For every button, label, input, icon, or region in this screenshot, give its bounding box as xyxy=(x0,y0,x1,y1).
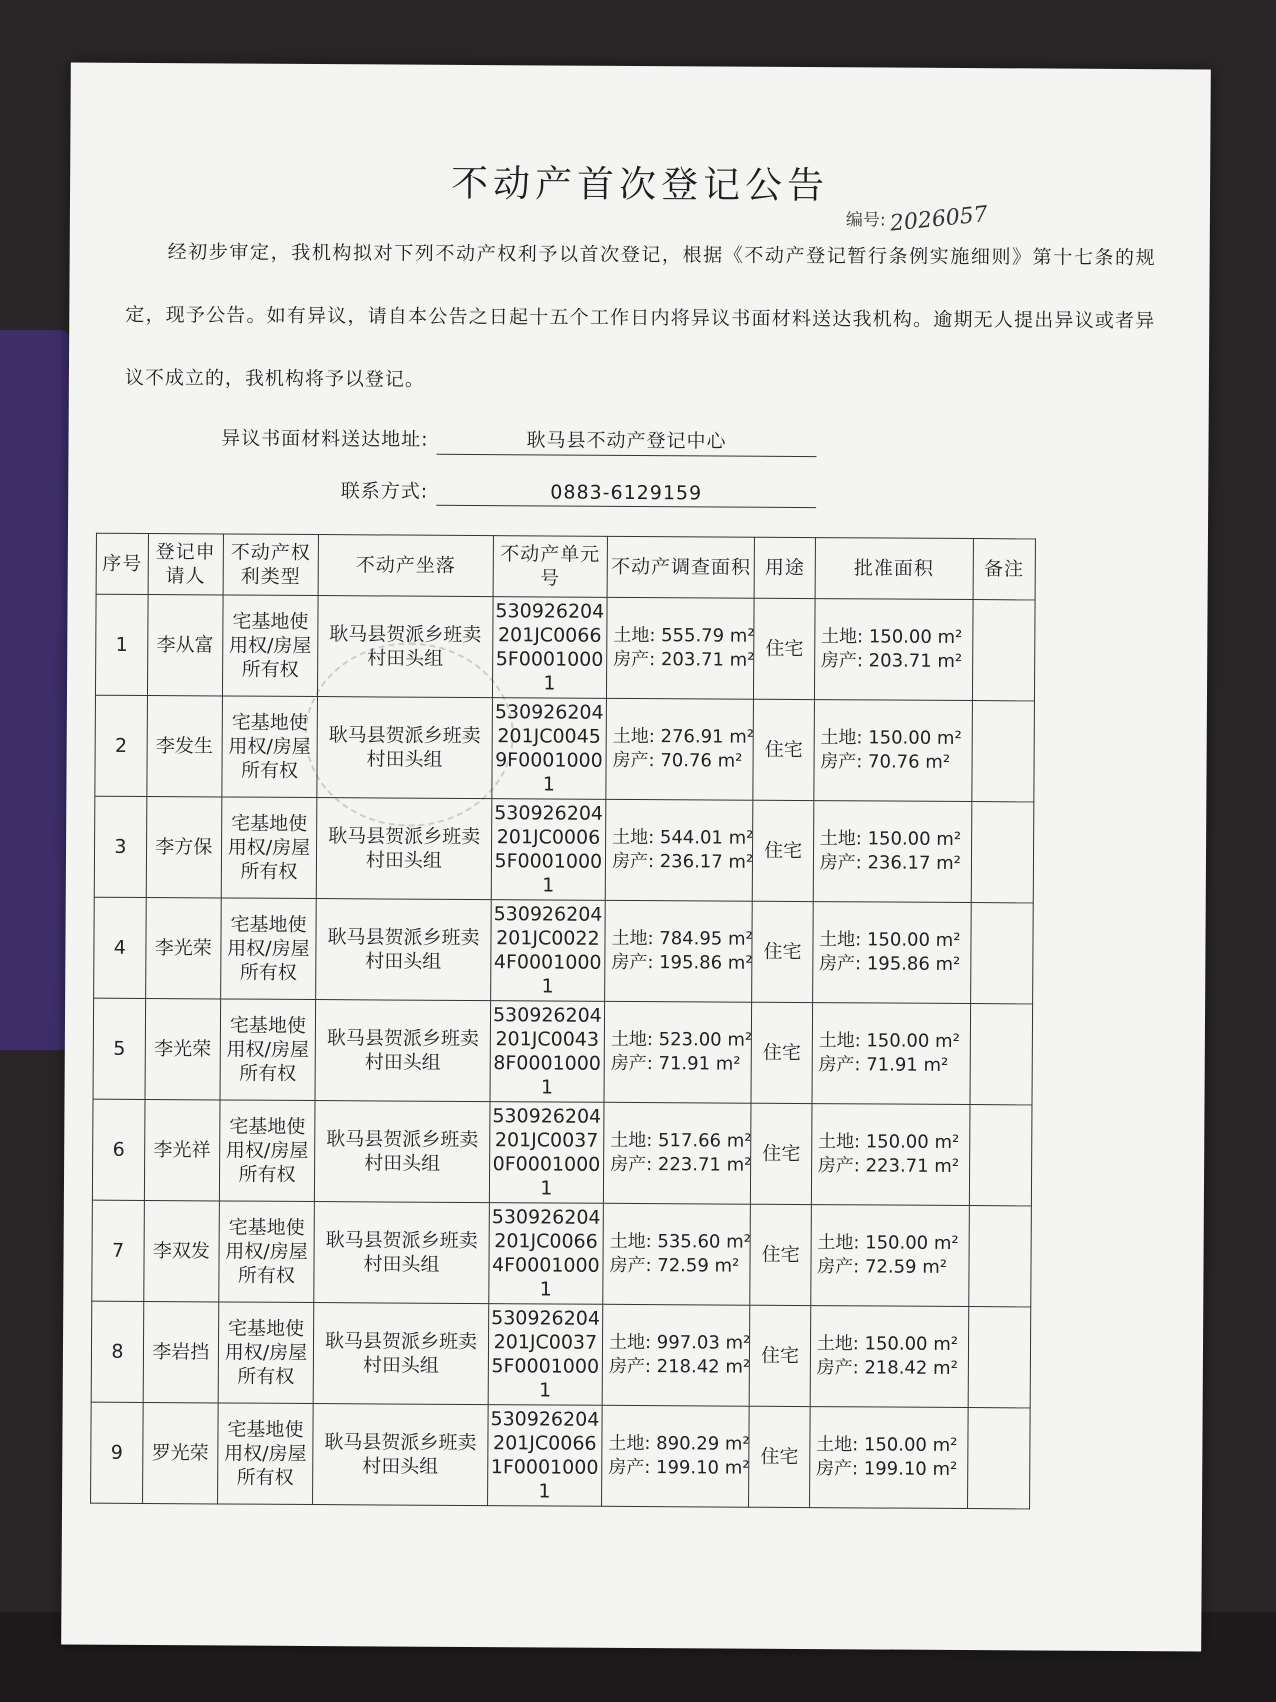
approved-area-cell-line: 房产: 223.71 m² xyxy=(817,1155,960,1177)
survey-area-cell xyxy=(603,1102,751,1204)
table-row xyxy=(93,998,1033,1105)
survey-area-cell-line: 房产: 199.10 m² xyxy=(608,1456,750,1479)
survey-area-cell-line: 房产: 71.91 m² xyxy=(610,1052,741,1075)
applicant-cell: 李双发 xyxy=(144,1201,219,1302)
reference-value: 2026057 xyxy=(888,202,989,237)
objection-address-row xyxy=(68,423,816,458)
row-number: 4 xyxy=(94,897,147,998)
row-number: 9 xyxy=(91,1402,144,1503)
approved-area-cell xyxy=(814,599,972,701)
table-row xyxy=(91,1301,1031,1408)
right-type-cell: 宅基地使用权/房屋所有权 xyxy=(220,898,316,1000)
approved-area-cell xyxy=(814,700,972,802)
survey-area-cell xyxy=(605,799,753,901)
intro-paragraph: 经初步审定，我机构拟对下列不动产权利予以首次登记，根据《不动产登记暂行条例实施细则》第十七条的规定，现予公告。如有异议，请自本公告之日起十五个工作日内将异议书面材料送达我机构。逾期无人提出异议或者异议不成立的，我机构将予以登记。 xyxy=(124,241,1156,391)
right-type-cell: 宅基地使用权/房屋所有权 xyxy=(220,999,316,1101)
approved-area-cell xyxy=(812,902,970,1004)
applicant-cell: 李发生 xyxy=(147,696,222,797)
table-row xyxy=(94,796,1034,903)
right-type-cell: 宅基地使用权/房屋所有权 xyxy=(221,797,317,899)
note-cell xyxy=(971,701,1034,802)
approved-area-cell xyxy=(811,1104,969,1206)
approved-area-cell-line: 土地: 150.00 m² xyxy=(816,1333,959,1355)
unit-number-cell: 530926204201JC00375F00010001 xyxy=(488,1304,603,1406)
survey-area-cell-line: 土地: 544.01 m² xyxy=(612,826,754,849)
header-cell: 登记申请人 xyxy=(148,534,223,595)
header-cell: 不动产坐落 xyxy=(318,535,493,597)
location-cell: 耿马县贺派乡班卖村田头组 xyxy=(315,1000,490,1102)
use-cell: 住宅 xyxy=(750,1204,811,1305)
table-row xyxy=(94,897,1034,1004)
survey-area-cell-line: 土地: 517.66 m² xyxy=(610,1129,752,1152)
note-cell xyxy=(968,1206,1031,1307)
applicant-cell: 李光荣 xyxy=(146,898,221,999)
survey-area-cell-line: 土地: 535.60 m² xyxy=(609,1230,751,1253)
survey-area-cell-line: 土地: 890.29 m² xyxy=(608,1432,750,1455)
approved-area-cell-line: 土地: 150.00 m² xyxy=(817,1232,959,1254)
right-type-cell: 宅基地使用权/房屋所有权 xyxy=(217,1403,313,1505)
location-cell: 耿马县贺派乡班卖村田头组 xyxy=(316,798,491,900)
use-cell: 住宅 xyxy=(750,1305,811,1406)
note-cell xyxy=(967,1408,1030,1509)
location-cell: 耿马县贺派乡班卖村田头组 xyxy=(315,1101,490,1203)
survey-area-cell xyxy=(606,698,754,800)
unit-number-cell: 530926204201JC00665F00010001 xyxy=(492,597,607,699)
approved-area-cell-line: 土地: 150.00 m² xyxy=(816,1434,958,1456)
table-header-row xyxy=(96,533,1035,600)
table-row xyxy=(95,594,1035,701)
approved-area-cell-line: 房产: 199.10 m² xyxy=(815,1458,958,1480)
approved-area-cell-line: 房产: 218.42 m² xyxy=(816,1357,958,1379)
survey-area-cell-line: 房产: 236.17 m² xyxy=(611,850,754,873)
survey-area-cell-line: 房产: 72.59 m² xyxy=(609,1254,740,1277)
approved-area-cell xyxy=(813,801,971,903)
contact-label: 联系方式: xyxy=(340,480,429,503)
contact-value: 0883-6129159 xyxy=(436,481,816,508)
header-cell: 备注 xyxy=(973,539,1036,600)
applicant-cell: 李岩挡 xyxy=(143,1302,218,1403)
row-number: 6 xyxy=(92,1099,145,1200)
approved-area-cell xyxy=(812,1003,970,1105)
table-row xyxy=(92,1200,1032,1307)
approved-area-cell xyxy=(810,1205,968,1307)
registration-table xyxy=(90,533,1036,1510)
survey-area-cell-line: 土地: 997.03 m² xyxy=(608,1331,751,1354)
use-cell: 住宅 xyxy=(754,598,815,699)
note-cell xyxy=(970,1004,1033,1105)
note-cell xyxy=(971,802,1034,903)
survey-area-cell-line: 房产: 218.42 m² xyxy=(608,1355,751,1378)
page-title: 不动产首次登记公告 xyxy=(450,161,830,208)
row-number: 7 xyxy=(92,1200,145,1301)
survey-area-cell xyxy=(604,1001,752,1103)
approved-area-cell-line: 土地: 150.00 m² xyxy=(818,1030,960,1052)
header-cell: 不动产单元号 xyxy=(493,536,608,598)
location-cell: 耿马县贺派乡班卖村田头组 xyxy=(314,1202,489,1304)
row-number: 2 xyxy=(95,695,148,796)
approved-area-cell-line: 土地: 150.00 m² xyxy=(821,626,963,648)
reference-label: 编号: xyxy=(845,210,886,231)
survey-area-cell-line: 土地: 784.95 m² xyxy=(611,927,753,950)
location-cell: 耿马县贺派乡班卖村田头组 xyxy=(316,899,491,1001)
survey-area-cell-line: 房产: 70.76 m² xyxy=(612,749,743,772)
right-type-cell: 宅基地使用权/房屋所有权 xyxy=(218,1302,314,1404)
unit-number-cell: 530926204201JC00438F00010001 xyxy=(490,1001,605,1103)
applicant-cell: 李光祥 xyxy=(144,1100,219,1201)
header-cell: 序号 xyxy=(96,533,148,594)
survey-area-cell-line: 土地: 276.91 m² xyxy=(612,725,755,748)
background-cloth xyxy=(0,330,70,1050)
note-cell xyxy=(969,1105,1032,1206)
survey-area-cell-line: 房产: 195.86 m² xyxy=(611,951,753,974)
approved-area-cell-line: 房产: 70.76 m² xyxy=(820,751,951,773)
survey-area-cell-line: 房产: 203.71 m² xyxy=(613,648,755,671)
applicant-cell: 李光荣 xyxy=(145,999,220,1100)
unit-number-cell: 530926204201JC00065F00010001 xyxy=(491,799,606,901)
table-row xyxy=(92,1099,1032,1206)
row-number: 3 xyxy=(94,796,147,897)
table-row xyxy=(95,695,1035,802)
approved-area-cell-line: 房产: 71.91 m² xyxy=(818,1054,949,1076)
use-cell: 住宅 xyxy=(749,1406,810,1507)
row-number: 8 xyxy=(91,1301,144,1402)
survey-area-cell xyxy=(602,1304,750,1406)
header-cell: 批准面积 xyxy=(815,538,973,600)
approved-area-cell-line: 房产: 195.86 m² xyxy=(819,953,961,975)
notice-paper xyxy=(61,63,1211,1652)
approved-area-cell-line: 房产: 72.59 m² xyxy=(817,1256,948,1278)
row-number: 5 xyxy=(93,998,146,1099)
approved-area-cell-line: 房产: 236.17 m² xyxy=(819,852,961,874)
header-cell: 不动产权利类型 xyxy=(223,534,319,596)
use-cell: 住宅 xyxy=(751,1002,812,1103)
use-cell: 住宅 xyxy=(753,800,814,901)
survey-area-cell-line: 房产: 223.71 m² xyxy=(610,1153,752,1176)
right-type-cell: 宅基地使用权/房屋所有权 xyxy=(219,1100,315,1202)
unit-number-cell: 530926204201JC00459F00010001 xyxy=(492,698,607,800)
approved-area-cell-line: 土地: 150.00 m² xyxy=(819,929,961,951)
approved-area-cell xyxy=(809,1407,967,1509)
approved-area-cell-line: 土地: 150.00 m² xyxy=(820,727,962,749)
unit-number-cell: 530926204201JC00664F00010001 xyxy=(489,1203,604,1305)
applicant-cell: 罗光荣 xyxy=(142,1402,217,1503)
objection-address-label: 异议书面材料送达地址: xyxy=(221,427,429,451)
survey-area-cell-line: 土地: 523.00 m² xyxy=(610,1028,753,1051)
use-cell: 住宅 xyxy=(753,699,814,800)
location-cell: 耿马县贺派乡班卖村田头组 xyxy=(317,697,492,799)
location-cell: 耿马县贺派乡班卖村田头组 xyxy=(313,1303,488,1405)
survey-area-cell xyxy=(606,597,754,699)
approved-area-cell-line: 土地: 150.00 m² xyxy=(817,1131,960,1153)
unit-number-cell: 530926204201JC00224F00010001 xyxy=(490,900,605,1002)
location-cell: 耿马县贺派乡班卖村田头组 xyxy=(318,596,493,698)
table-row xyxy=(91,1402,1031,1509)
note-cell xyxy=(972,600,1035,701)
objection-address-value: 耿马县不动产登记中心 xyxy=(436,425,816,457)
survey-area-cell xyxy=(602,1405,750,1507)
applicant-cell: 李方保 xyxy=(146,797,221,898)
survey-area-cell xyxy=(605,900,753,1002)
survey-area-cell xyxy=(603,1203,751,1305)
unit-number-cell: 530926204201JC00370F00010001 xyxy=(489,1102,604,1204)
approved-area-cell xyxy=(810,1306,968,1408)
use-cell: 住宅 xyxy=(751,1103,812,1204)
row-number: 1 xyxy=(95,594,148,695)
survey-area-cell-line: 土地: 555.79 m² xyxy=(613,624,755,647)
right-type-cell: 宅基地使用权/房屋所有权 xyxy=(218,1201,314,1303)
contact-row xyxy=(68,475,816,509)
approved-area-cell-line: 土地: 150.00 m² xyxy=(819,828,962,850)
right-type-cell: 宅基地使用权/房屋所有权 xyxy=(222,595,318,697)
approved-area-cell-line: 房产: 203.71 m² xyxy=(820,650,963,672)
location-cell: 耿马县贺派乡班卖村田头组 xyxy=(313,1404,488,1506)
applicant-cell: 李从富 xyxy=(147,595,222,696)
note-cell xyxy=(968,1307,1031,1408)
use-cell: 住宅 xyxy=(752,901,813,1002)
right-type-cell: 宅基地使用权/房屋所有权 xyxy=(222,696,318,798)
header-cell: 用途 xyxy=(755,537,816,598)
unit-number-cell: 530926204201JC00661F00010001 xyxy=(487,1405,602,1507)
note-cell xyxy=(970,903,1033,1004)
header-cell: 不动产调查面积 xyxy=(607,536,755,598)
